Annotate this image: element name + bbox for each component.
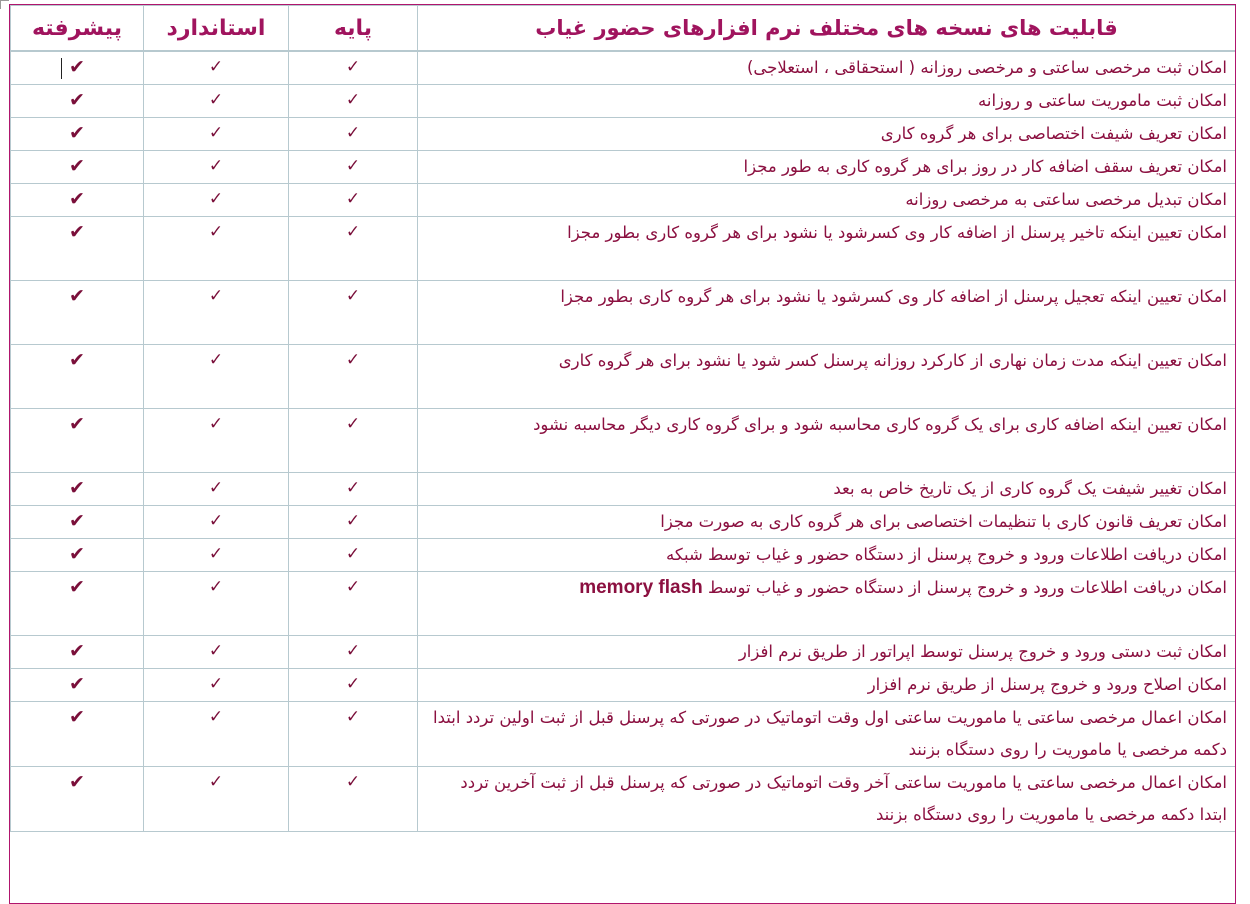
check-basic: ✓ — [289, 702, 418, 767]
feature-text: امکان تعیین اینکه تاخیر پرسنل از اضافه کار وی کسرشود یا نشود برای هر گروه کاری بطور مجزا — [567, 223, 1227, 242]
window-corner-mark — [0, 0, 9, 9]
feature-text: امکان تغییر شیفت یک گروه کاری از یک تاریخ خاص به بعد — [833, 479, 1227, 498]
check-standard: ✓ — [144, 767, 289, 832]
check-advanced: ✔ — [11, 345, 144, 409]
table-header-row — [11, 6, 1236, 52]
feature-description — [418, 85, 1236, 118]
check-basic: ✓ — [289, 473, 418, 506]
table-row — [11, 184, 1236, 217]
check-standard: ✓ — [144, 85, 289, 118]
feature-description — [418, 539, 1236, 572]
feature-text: امکان اعمال مرخصی ساعتی یا ماموریت ساعتی آخر وقت اتوماتیک در صورتی که پرسنل قبل از ثبت آخرین تردد ابتدا دکمه مرخصی یا ماموریت را روی دستگاه بزنند — [460, 773, 1227, 824]
check-basic: ✓ — [289, 506, 418, 539]
check-standard: ✓ — [144, 572, 289, 636]
text-cursor — [61, 58, 62, 79]
check-basic: ✓ — [289, 184, 418, 217]
check-standard: ✓ — [144, 669, 289, 702]
check-advanced: ✔ — [11, 669, 144, 702]
table-row — [11, 636, 1236, 669]
check-advanced: ✔ — [11, 506, 144, 539]
table-row — [11, 281, 1236, 345]
check-standard: ✓ — [144, 217, 289, 281]
feature-description — [418, 767, 1236, 832]
check-standard: ✓ — [144, 345, 289, 409]
feature-text: امکان ثبت مرخصی ساعتی و مرخصی روزانه ( استحقاقی ، استعلاجی) — [746, 58, 1227, 77]
feature-text: امکان دریافت اطلاعات ورود و خروج پرسنل از دستگاه حضور و غیاب توسط — [708, 578, 1227, 597]
table-row — [11, 118, 1236, 151]
table-row — [11, 85, 1236, 118]
feature-description — [418, 473, 1236, 506]
feature-text: امکان تبدیل مرخصی ساعتی به مرخصی روزانه — [905, 190, 1227, 209]
feature-description — [418, 409, 1236, 473]
header-advanced: پیشرفته — [11, 6, 144, 52]
feature-text: امکان تعیین اینکه مدت زمان نهاری از کارکرد روزانه پرسنل کسر شود یا نشود برای هر گروه کاری — [558, 351, 1227, 370]
check-basic: ✓ — [289, 151, 418, 184]
feature-text: امکان ثبت دستی ورود و خروج پرسنل توسط اپراتور از طریق نرم افزار — [738, 642, 1227, 661]
feature-text: امکان تعیین اینکه تعجیل پرسنل از اضافه کار وی کسرشود یا نشود برای هر گروه کاری بطور مجزا — [560, 287, 1227, 306]
feature-text: امکان تعیین اینکه اضافه کاری برای یک گروه کاری محاسبه شود و برای گروه کاری دیگر محاسبه نشود — [533, 415, 1227, 434]
check-advanced: ✔ — [11, 151, 144, 184]
feature-comparison-table — [10, 5, 1236, 832]
feature-text: امکان ثبت ماموریت ساعتی و روزانه — [978, 91, 1227, 110]
check-standard: ✓ — [144, 281, 289, 345]
feature-description — [418, 636, 1236, 669]
feature-text: امکان اصلاح ورود و خروج پرسنل از طریق نرم افزار — [867, 675, 1227, 694]
feature-comparison-frame — [9, 4, 1236, 904]
check-basic: ✓ — [289, 409, 418, 473]
feature-description — [418, 669, 1236, 702]
check-standard: ✓ — [144, 184, 289, 217]
check-basic: ✓ — [289, 636, 418, 669]
check-advanced: ✔ — [11, 636, 144, 669]
check-advanced: ✔ — [11, 409, 144, 473]
table-row — [11, 767, 1236, 832]
check-basic: ✓ — [289, 281, 418, 345]
check-basic: ✓ — [289, 345, 418, 409]
table-row — [11, 669, 1236, 702]
check-advanced: ✔ — [11, 118, 144, 151]
check-basic: ✓ — [289, 118, 418, 151]
check-basic: ✓ — [289, 217, 418, 281]
check-advanced: ✔ — [11, 702, 144, 767]
feature-description — [418, 51, 1236, 85]
header-basic: پایه — [289, 6, 418, 52]
check-basic: ✓ — [289, 539, 418, 572]
table-row — [11, 572, 1236, 636]
check-standard: ✓ — [144, 151, 289, 184]
check-standard: ✓ — [144, 702, 289, 767]
feature-text: امکان اعمال مرخصی ساعتی یا ماموریت ساعتی اول وقت اتوماتیک در صورتی که پرسنل قبل از ثبت اولین تردد ابتدا دکمه مرخصی یا ماموریت را روی دستگاه بزنند — [433, 708, 1227, 759]
feature-description — [418, 281, 1236, 345]
feature-description — [418, 118, 1236, 151]
check-standard: ✓ — [144, 51, 289, 85]
check-advanced: ✔ — [11, 473, 144, 506]
check-basic: ✓ — [289, 767, 418, 832]
feature-description — [418, 506, 1236, 539]
check-basic: ✓ — [289, 572, 418, 636]
table-row — [11, 51, 1236, 85]
check-advanced: ✔ — [11, 767, 144, 832]
check-standard: ✓ — [144, 506, 289, 539]
feature-description — [418, 345, 1236, 409]
check-standard: ✓ — [144, 539, 289, 572]
feature-latin-text: memory flash — [579, 577, 703, 598]
feature-description — [418, 184, 1236, 217]
check-advanced: ✔ — [11, 85, 144, 118]
table-row — [11, 151, 1236, 184]
check-basic: ✓ — [289, 51, 418, 85]
check-advanced: ✔ — [11, 539, 144, 572]
table-row — [11, 345, 1236, 409]
table-row — [11, 539, 1236, 572]
check-advanced: ✔ — [11, 217, 144, 281]
table-row — [11, 409, 1236, 473]
check-advanced: ✔ — [11, 184, 144, 217]
feature-text: امکان تعریف شیفت اختصاصی برای هر گروه کاری — [880, 124, 1227, 143]
check-basic: ✓ — [289, 85, 418, 118]
check-standard: ✓ — [144, 636, 289, 669]
check-standard: ✓ — [144, 118, 289, 151]
check-advanced: ✔ — [11, 281, 144, 345]
table-row — [11, 506, 1236, 539]
feature-text: امکان تعریف قانون کاری با تنظیمات اختصاصی برای هر گروه کاری به صورت مجزا — [660, 512, 1227, 531]
feature-description — [418, 702, 1236, 767]
feature-text: امکان تعریف سقف اضافه کار در روز برای هر گروه کاری به طور مجزا — [743, 157, 1227, 176]
check-advanced: ✔ — [11, 572, 144, 636]
check-standard: ✓ — [144, 473, 289, 506]
check-basic: ✓ — [289, 669, 418, 702]
header-feature: قابلیت های نسخه های مختلف نرم افزارهای حضور غیاب — [418, 6, 1236, 52]
feature-description — [418, 151, 1236, 184]
table-row — [11, 473, 1236, 506]
feature-description — [418, 572, 1236, 636]
check-standard: ✓ — [144, 409, 289, 473]
feature-text: امکان دریافت اطلاعات ورود و خروج پرسنل از دستگاه حضور و غیاب توسط شبکه — [666, 545, 1227, 564]
feature-description — [418, 217, 1236, 281]
header-standard: استاندارد — [144, 6, 289, 52]
check-advanced: ✔ — [11, 51, 144, 85]
table-row — [11, 217, 1236, 281]
table-row — [11, 702, 1236, 767]
